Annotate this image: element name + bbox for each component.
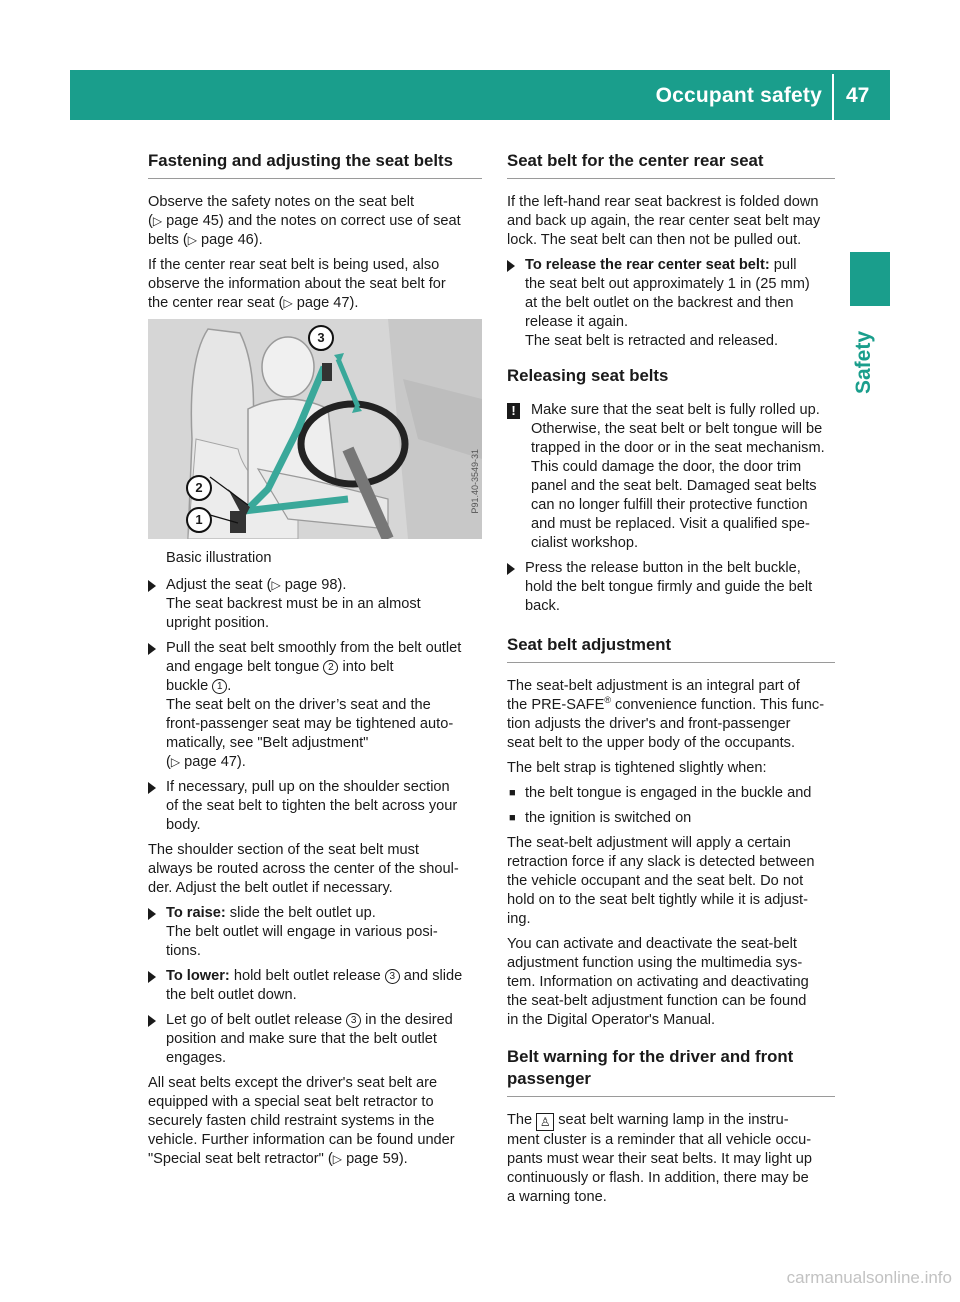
retractor-paragraph: All seat belts except the driver's seat belt are equipped with a special seat belt retractor to securely fasten child restraint systems in the vehicle. Further information can be found under "Special seat belt retractor" (▷ page 59). (148, 1075, 455, 1167)
list-item: ■ the belt tongue is engaged in the buckle and (509, 785, 812, 801)
step-lower: To lower: hold belt outlet release 3 and slide the belt outlet down. (148, 967, 482, 1005)
shoulder-paragraph: The shoulder section of the seat belt must always be routed across the center of the shoul- der. Adjust the belt outlet if necessary. (148, 842, 459, 896)
chapter-label: Safety (852, 330, 875, 394)
step-arrow-icon (507, 260, 515, 272)
step-arrow-icon (148, 580, 156, 592)
step-arrow-icon (148, 782, 156, 794)
page-ref-98[interactable]: page 98). (284, 577, 347, 593)
header-divider (832, 74, 834, 120)
number-2-icon: 2 (323, 660, 338, 675)
watermark: carmanualsonline.info (786, 1268, 952, 1287)
step-let-go: Let go of belt outlet release 3 in the desired position and make sure that the belt outlet engages. (148, 1011, 482, 1068)
step-adjust-seat: Adjust the seat (▷ page 98). The seat backrest must be in an almost upright position. (148, 576, 482, 633)
figure-caption: Basic illustration (166, 550, 272, 566)
step-press-release: Press the release button in the belt buckle, hold the belt tongue firmly and guide the belt back. (507, 559, 835, 616)
step-raise: To raise: slide the belt outlet up. The belt outlet will engage in various posi- tions. (148, 904, 482, 961)
page-ref-45[interactable]: page 45) and the notes on correct use of seat (166, 213, 461, 229)
callout-1: 1 (186, 507, 212, 533)
illustration-drawing (148, 319, 482, 539)
list-item: ■ the ignition is switched on (509, 810, 692, 826)
center-rear-paragraph: If the left-hand rear seat backrest is folded down and back up again, the rear center seat belt may lock. The seat belt can then not be pulled out. (507, 194, 821, 248)
reference-arrow-icon: ▷ (283, 296, 293, 310)
section-title: Occupant safety (655, 84, 822, 107)
activate-paragraph: You can activate and deactivate the seat-belt adjustment function using the multimedia sys- tem. Information on activating and deactivating the seat-belt adjustment function can be found in the Digital Operator's Manual. (507, 936, 809, 1028)
number-1-icon: 1 (212, 679, 227, 694)
number-3-icon: 3 (385, 969, 400, 984)
chapter-tab (850, 252, 890, 306)
heading-fastening: Fastening and adjusting the seat belts (148, 150, 482, 179)
page-number: 47 (846, 84, 870, 107)
step-arrow-icon (148, 643, 156, 655)
warning-icon: ! (507, 403, 520, 419)
step-release-center: To release the rear center seat belt: pull the seat belt out approximately 1 in (25 mm) at the belt outlet on the backrest and then release it again. The seat belt is retracted and released. (507, 256, 835, 351)
seat-belt-illustration (148, 319, 482, 539)
callout-3: 3 (308, 325, 334, 351)
step-pull-belt: Pull the seat belt smoothly from the belt outlet and engage belt tongue 2 into belt buckle 1 . The seat belt on the driver’s seat and the front-passenger seat may be tightened auto- matically, see "Belt adjustment" (▷ page 47). (148, 639, 482, 772)
number-3-icon: 3 (346, 1013, 361, 1028)
belt-warning-paragraph: The ♙ seat belt warning lamp in the instru- ment cluster is a reminder that all vehicle occu- pants must wear their seat belts. It may light up continuously or flash. In addition, there may be a warning tone. (507, 1112, 812, 1205)
reference-arrow-icon: ▷ (170, 755, 181, 769)
step-arrow-icon (148, 908, 156, 920)
heading-releasing: Releasing seat belts (507, 366, 669, 385)
heading-belt-warning: Belt warning for the driver and front passenger (507, 1046, 835, 1097)
reference-arrow-icon: ▷ (271, 578, 281, 592)
bullet-icon: ■ (509, 787, 516, 799)
heading-center-rear: Seat belt for the center rear seat (507, 150, 835, 179)
reference-arrow-icon: ▷ (152, 214, 163, 228)
page-ref-47-b[interactable]: page 47). (184, 754, 246, 770)
step-pull-shoulder: If necessary, pull up on the shoulder section of the seat belt to tighten the belt across your body. (148, 778, 482, 835)
adjustment-paragraph: The seat-belt adjustment is an integral part of the PRE-SAFE® convenience function. This func- tion adjusts the driver's and front-passenger seat belt to the upper body of the occupants. (507, 678, 825, 751)
bullet-icon: ■ (509, 812, 516, 824)
heading-adjustment: Seat belt adjustment (507, 634, 835, 663)
seat-belt-warning-icon: ♙ (536, 1113, 554, 1131)
page-ref-47[interactable]: page 47). (296, 295, 359, 311)
retraction-paragraph: The seat-belt adjustment will apply a certain retraction force if any slack is detected between the vehicle occupant and the seat belt. Do not hold on to the seat belt tightly while it is adjust- ing. (507, 835, 815, 927)
left-column (148, 150, 482, 1175)
reference-arrow-icon: ▷ (187, 233, 197, 247)
page-ref-59[interactable]: page 59). (346, 1151, 408, 1167)
step-arrow-icon (148, 971, 156, 983)
callout-2: 2 (186, 475, 212, 501)
intro-paragraph: Observe the safety notes on the seat belt (▷ page 45) and the notes on correct use of seat belts (▷ page 46). (148, 194, 461, 248)
reference-arrow-icon: ▷ (332, 1152, 342, 1166)
page-ref-46[interactable]: page 46). (201, 232, 263, 248)
step-arrow-icon (148, 1015, 156, 1027)
warning-note: ! Make sure that the seat belt is fully rolled up. Otherwise, the seat belt or belt tongue will be trapped in the door or in the seat mechanism. This could damage the door, the door trim panel and the seat belt. Damaged seat belts can no longer fulfill their protective function and must be replaced. Visit a qualified spe- cialist workshop. (507, 401, 835, 553)
tightened-intro: The belt strap is tightened slightly when: (507, 760, 767, 776)
right-column (507, 150, 835, 1213)
figure-code: P91.40-3549-31 (470, 449, 480, 514)
step-arrow-icon (507, 563, 515, 575)
intro2-paragraph: If the center rear seat belt is being used, also observe the information about the seat belt for the center rear seat (▷ page 47). (148, 257, 446, 311)
